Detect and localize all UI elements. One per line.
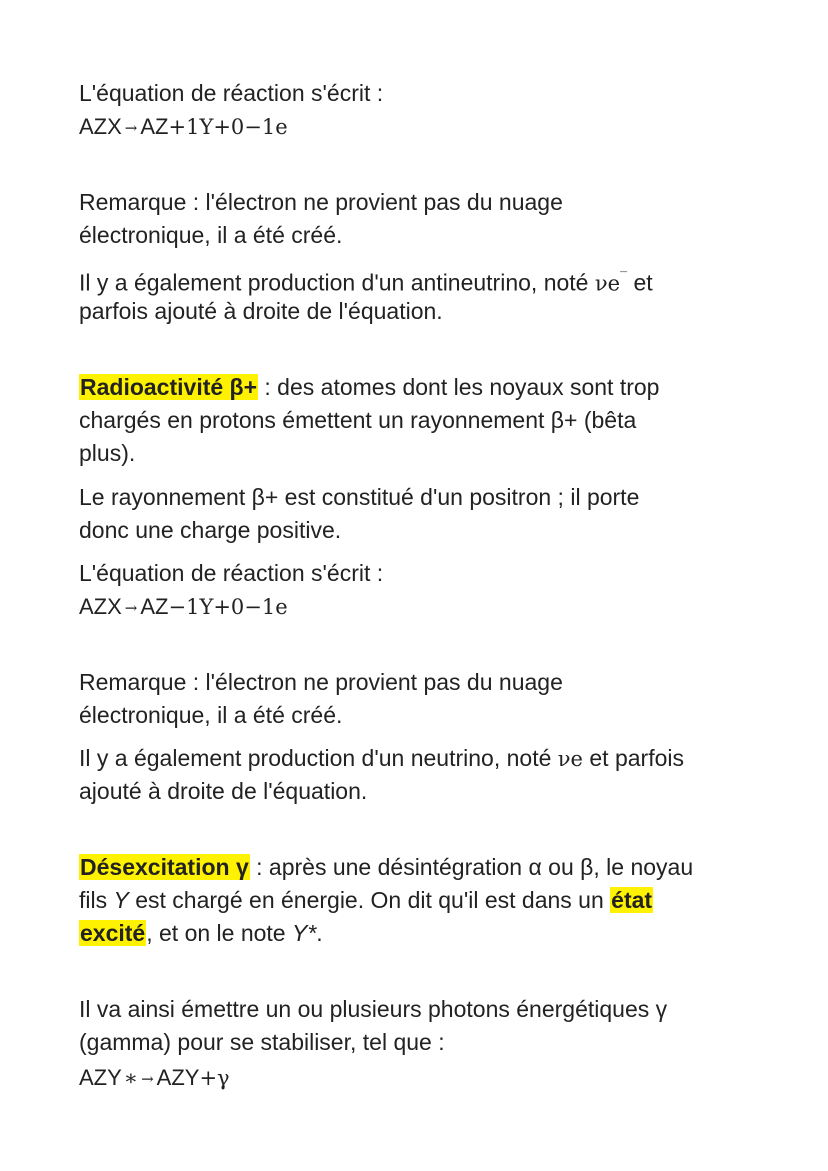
beta-plus-heading-highlight: Radioactivité β+ <box>80 374 258 400</box>
antineutrino-symbol: νe <box>594 271 621 296</box>
remark-text-line-2: électronique, il a été créé. <box>79 222 343 248</box>
antineutrino-text-line-2: parfois ajouté à droite de l'équation. <box>79 298 443 324</box>
positron-text-line-2: donc une charge positive. <box>79 517 342 543</box>
photon-text-line-1: Il va ainsi émettre un ou plusieurs photons énergétiques γ <box>79 996 668 1022</box>
reaction-equation-beta-minus: AZX → AZ+1Y+0−1e <box>79 114 288 139</box>
neutrino-text-line-1: Il y a également production d'un neutrino, noté νe et parfois <box>79 745 684 771</box>
beta-plus-definition-line-1: Radioactivité β+ : des atomes dont les noyaux sont trop <box>80 374 660 400</box>
remark-text-line-1: Remarque : l'électron ne provient pas du nuage <box>79 189 563 215</box>
antineutrino-text-line-1: Il y a également production d'un antineutrino, noté νe‾ et <box>79 269 653 296</box>
equation-intro-text: L'équation de réaction s'écrit : <box>79 80 384 106</box>
reaction-equation-gamma: AZY∗ → AZY+γ <box>79 1065 230 1090</box>
reaction-equation-beta-plus: AZX → AZ−1Y+0−1e <box>79 594 288 619</box>
excited-state-highlight: état <box>611 887 653 913</box>
gamma-definition-line-1: Désexcitation γ : après une désintégration α ou β, le noyau <box>80 854 694 880</box>
beta-plus-definition-line-2: chargés en protons émettent un rayonnement β+ (bêta <box>79 407 637 433</box>
gamma-heading-highlight: Désexcitation γ <box>80 854 249 880</box>
remark-text-2-line-1: Remarque : l'électron ne provient pas du nuage <box>79 669 563 695</box>
excited-highlight: excité <box>80 920 146 946</box>
positron-text-line-1: Le rayonnement β+ est constitué d'un positron ; il porte <box>79 484 640 510</box>
gamma-definition-line-3: excité, et on le note Y*. <box>80 920 323 946</box>
beta-plus-definition-line-3: plus). <box>79 440 136 466</box>
neutrino-text-line-2: ajouté à droite de l'équation. <box>79 778 368 804</box>
remark-text-2-line-2: électronique, il a été créé. <box>79 702 343 728</box>
photon-text-line-2: (gamma) pour se stabiliser, tel que : <box>79 1029 445 1055</box>
gamma-definition-line-2: fils Y est chargé en énergie. On dit qu'il est dans un état <box>79 887 653 913</box>
equation-intro-text-2: L'équation de réaction s'écrit : <box>79 560 384 586</box>
neutrino-symbol: νe <box>557 747 583 771</box>
